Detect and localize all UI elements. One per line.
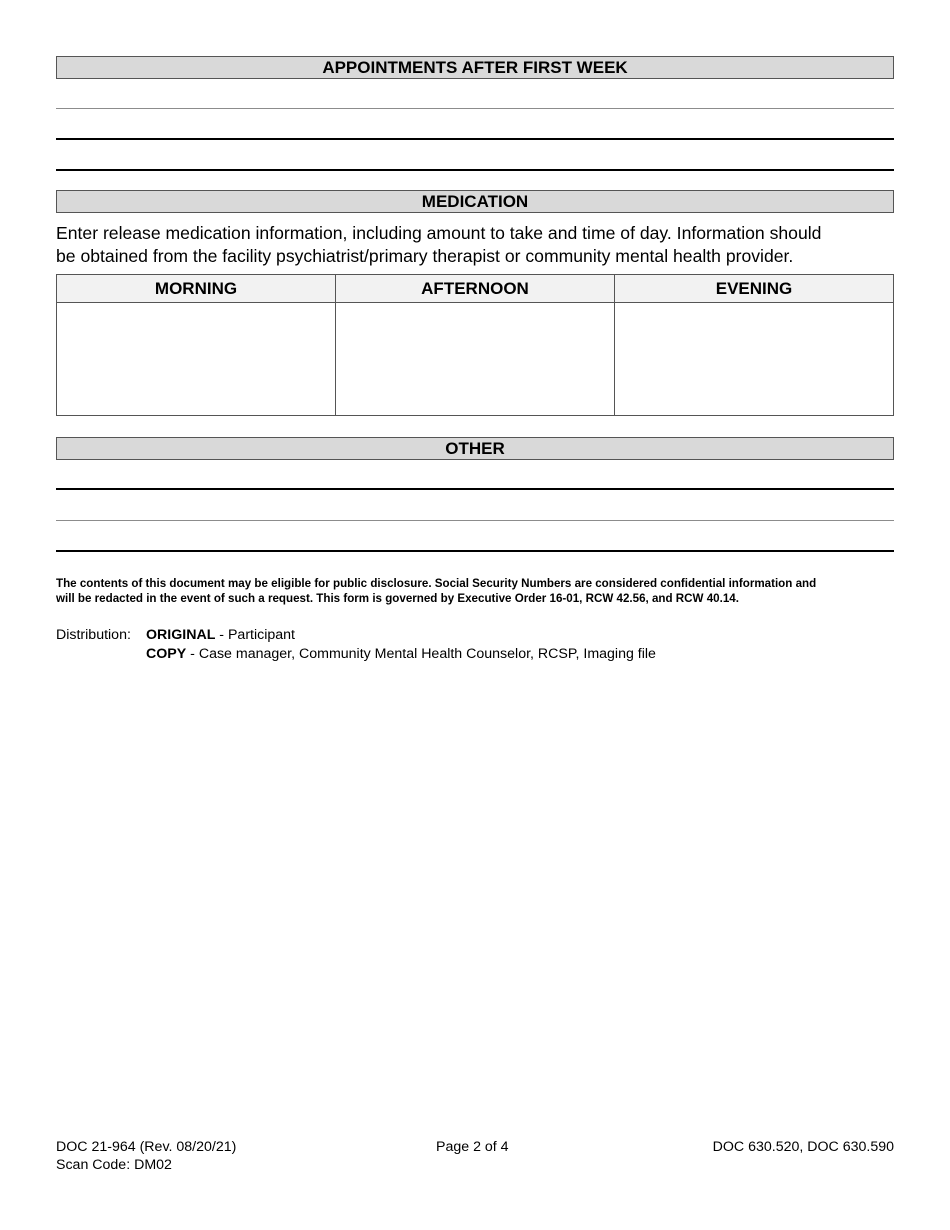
appointments-section-header: APPOINTMENTS AFTER FIRST WEEK: [56, 56, 894, 79]
distribution-label: Distribution:: [56, 627, 131, 643]
disclosure-line: The contents of this document may be eligible for public disclosure. Social Security Numbers are considered confidential information and: [56, 577, 817, 590]
medication-instructions: [56, 222, 896, 268]
policy-references: DOC 630.520, DOC 630.590: [712, 1139, 894, 1155]
medication-instructions-line: be obtained from the facility psychiatrist/primary therapist or community mental health provider.: [56, 246, 794, 266]
other-section-header: OTHER: [56, 437, 894, 460]
scan-code: Scan Code: DM02: [56, 1157, 172, 1173]
page-number: Page 2 of 4: [436, 1139, 509, 1155]
medication-section-header: MEDICATION: [56, 190, 894, 213]
footer-left: [56, 1138, 236, 1174]
appointments-line-2[interactable]: [56, 138, 894, 140]
medication-schedule-table: [56, 274, 894, 416]
column-header-afternoon: AFTERNOON: [336, 275, 615, 303]
original-label: ORIGINAL: [146, 627, 216, 643]
distribution-copy: [146, 645, 656, 664]
disclosure-line: will be redacted in the event of such a request. This form is governed by Executive Order 16-01, RCW 42.56, and RCW 40.14.: [56, 591, 739, 605]
evening-medication-cell[interactable]: [615, 303, 894, 416]
form-number: DOC 21-964 (Rev. 08/20/21): [56, 1139, 237, 1155]
column-header-evening: EVENING: [615, 275, 894, 303]
other-line-1[interactable]: [56, 488, 894, 490]
distribution-original: [146, 626, 295, 645]
appointments-line-1[interactable]: [56, 108, 894, 109]
medication-instructions-line: Enter release medication information, including amount to take and time of day. Information should: [56, 223, 822, 243]
morning-medication-cell[interactable]: [57, 303, 336, 416]
copy-label: COPY: [146, 645, 187, 662]
column-header-morning: MORNING: [57, 275, 336, 303]
distribution-block: [56, 626, 656, 663]
afternoon-medication-cell[interactable]: [336, 303, 615, 416]
other-line-3[interactable]: [56, 550, 894, 552]
appointments-line-3[interactable]: [56, 169, 894, 171]
original-text: - Participant: [215, 627, 295, 643]
copy-text: - Case manager, Community Mental Health Counselor, RCSP, Imaging file: [186, 645, 656, 662]
disclosure-notice: [56, 577, 896, 606]
other-line-2[interactable]: [56, 520, 894, 521]
